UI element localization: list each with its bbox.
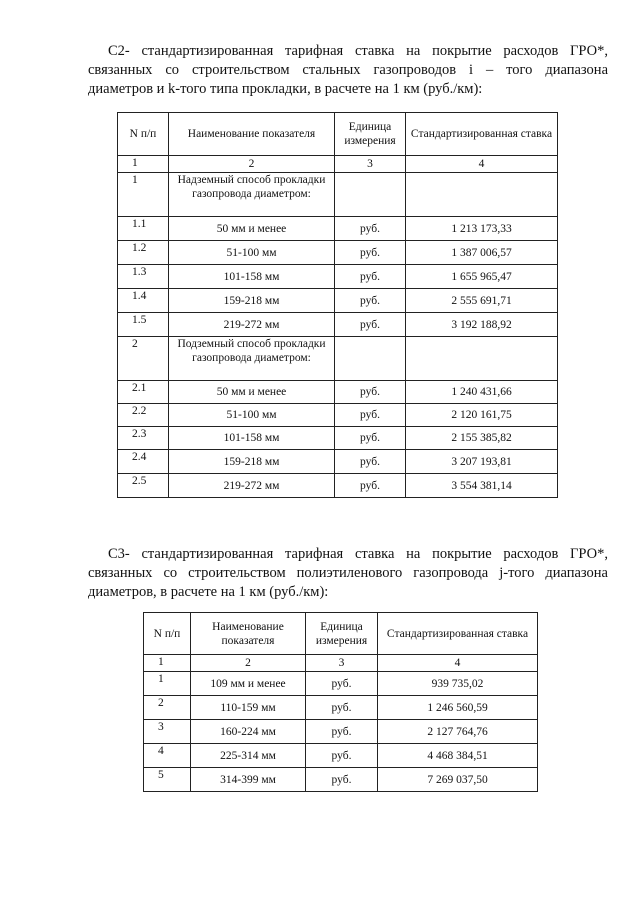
c3-colnum-2: 2	[191, 655, 306, 672]
c2-header-value: Стандартизированная ставка	[406, 113, 558, 156]
c2-group-name: Надземный способ прокладки газопровода диаметром:	[169, 173, 335, 217]
row-unit: руб.	[335, 381, 406, 404]
c2-group-row	[118, 337, 558, 381]
row-name: 50 мм и менее	[169, 217, 335, 241]
c3-line-1: C3- стандартизированная тарифная ставка на покрытие расходов ГРО*,	[108, 546, 608, 562]
row-name: 219-272 мм	[169, 313, 335, 337]
c2-group-row	[118, 173, 558, 217]
c2-group-unit	[335, 337, 406, 381]
row-num: 4	[144, 744, 191, 768]
row-num: 2.1	[118, 381, 169, 404]
row-unit: руб.	[335, 404, 406, 427]
table-row	[118, 427, 558, 450]
table-row	[144, 744, 538, 768]
c2-column-numbers-row	[118, 156, 558, 173]
c2-header-num: N п/п	[118, 113, 169, 156]
c2-colnum-3: 3	[335, 156, 406, 173]
row-unit: руб.	[306, 696, 378, 720]
row-name: 109 мм и менее	[191, 672, 306, 696]
c2-group-num: 1	[118, 173, 169, 217]
c2-line-1: C2- стандартизированная тарифная ставка на покрытие расходов ГРО*,	[108, 43, 608, 59]
row-unit: руб.	[306, 720, 378, 744]
row-unit: руб.	[306, 768, 378, 792]
table-row	[144, 672, 538, 696]
row-name: 159-218 мм	[169, 289, 335, 313]
table-row	[144, 696, 538, 720]
row-name: 225-314 мм	[191, 744, 306, 768]
row-num: 2.2	[118, 404, 169, 427]
table-row	[118, 217, 558, 241]
c2-group-value	[406, 337, 558, 381]
row-unit: руб.	[335, 474, 406, 498]
c3-column-numbers-row	[144, 655, 538, 672]
c3-table	[143, 612, 538, 792]
row-unit: руб.	[335, 313, 406, 337]
c3-description	[88, 545, 608, 602]
c2-header-unit: Единица измерения	[335, 113, 406, 156]
row-num: 3	[144, 720, 191, 744]
c2-table	[117, 112, 558, 498]
row-unit: руб.	[335, 217, 406, 241]
c2-colnum-4: 4	[406, 156, 558, 173]
row-name: 50 мм и менее	[169, 381, 335, 404]
row-name: 160-224 мм	[191, 720, 306, 744]
row-value: 1 240 431,66	[406, 381, 558, 404]
row-num: 2	[144, 696, 191, 720]
row-name: 101-158 мм	[169, 265, 335, 289]
row-value: 1 387 006,57	[406, 241, 558, 265]
c3-header-unit: Единица измерения	[306, 613, 378, 655]
row-num: 1.5	[118, 313, 169, 337]
c3-line-3: диаметров, в расчете на 1 км (руб./км):	[88, 584, 329, 600]
row-value: 1 213 173,33	[406, 217, 558, 241]
row-value: 2 155 385,82	[406, 427, 558, 450]
row-value: 1 655 965,47	[406, 265, 558, 289]
c2-group-value	[406, 173, 558, 217]
c3-colnum-1: 1	[144, 655, 191, 672]
row-num: 1.1	[118, 217, 169, 241]
c3-header-num: N п/п	[144, 613, 191, 655]
row-value: 3 207 193,81	[406, 450, 558, 474]
row-unit: руб.	[335, 450, 406, 474]
row-num: 1.2	[118, 241, 169, 265]
c2-group-num: 2	[118, 337, 169, 381]
row-value: 2 127 764,76	[378, 720, 538, 744]
table-row	[118, 474, 558, 498]
row-name: 101-158 мм	[169, 427, 335, 450]
table-row	[118, 241, 558, 265]
c3-header-name: Наименование показателя	[191, 613, 306, 655]
table-row	[118, 381, 558, 404]
row-value: 1 246 560,59	[378, 696, 538, 720]
row-value: 3 192 188,92	[406, 313, 558, 337]
row-name: 219-272 мм	[169, 474, 335, 498]
row-num: 1.3	[118, 265, 169, 289]
table-row	[144, 768, 538, 792]
c3-colnum-4: 4	[378, 655, 538, 672]
row-unit: руб.	[335, 427, 406, 450]
row-name: 314-399 мм	[191, 768, 306, 792]
table-row	[118, 289, 558, 313]
c2-header-row	[118, 113, 558, 156]
row-name: 110-159 мм	[191, 696, 306, 720]
table-row	[118, 404, 558, 427]
row-num: 2.3	[118, 427, 169, 450]
row-value: 7 269 037,50	[378, 768, 538, 792]
c2-line-2: связанных со строительством стальных газопроводов i – того диапазона	[88, 62, 608, 78]
row-unit: руб.	[335, 289, 406, 313]
c3-colnum-3: 3	[306, 655, 378, 672]
table-row	[118, 265, 558, 289]
row-unit: руб.	[335, 241, 406, 265]
row-num: 1.4	[118, 289, 169, 313]
c2-header-name: Наименование показателя	[169, 113, 335, 156]
row-name: 51-100 мм	[169, 241, 335, 265]
table-row	[118, 313, 558, 337]
row-value: 4 468 384,51	[378, 744, 538, 768]
c2-group-unit	[335, 173, 406, 217]
row-num: 5	[144, 768, 191, 792]
row-unit: руб.	[306, 672, 378, 696]
row-num: 1	[144, 672, 191, 696]
table-row	[118, 450, 558, 474]
row-name: 51-100 мм	[169, 404, 335, 427]
c2-colnum-1: 1	[118, 156, 169, 173]
c2-description	[88, 42, 608, 99]
c3-header-value: Стандартизированная ставка	[378, 613, 538, 655]
c3-line-2: связанных со строительством полиэтиленового газопровода j-того диапазона	[88, 565, 608, 581]
table-row	[144, 720, 538, 744]
c3-header-row	[144, 613, 538, 655]
row-value: 2 120 161,75	[406, 404, 558, 427]
row-value: 3 554 381,14	[406, 474, 558, 498]
c2-colnum-2: 2	[169, 156, 335, 173]
row-num: 2.4	[118, 450, 169, 474]
c2-group-name: Подземный способ прокладки газопровода диаметром:	[169, 337, 335, 381]
row-value: 2 555 691,71	[406, 289, 558, 313]
row-num: 2.5	[118, 474, 169, 498]
row-name: 159-218 мм	[169, 450, 335, 474]
c2-line-3: диаметров и k-того типа прокладки, в расчете на 1 км (руб./км):	[88, 81, 483, 97]
row-value: 939 735,02	[378, 672, 538, 696]
row-unit: руб.	[306, 744, 378, 768]
row-unit: руб.	[335, 265, 406, 289]
